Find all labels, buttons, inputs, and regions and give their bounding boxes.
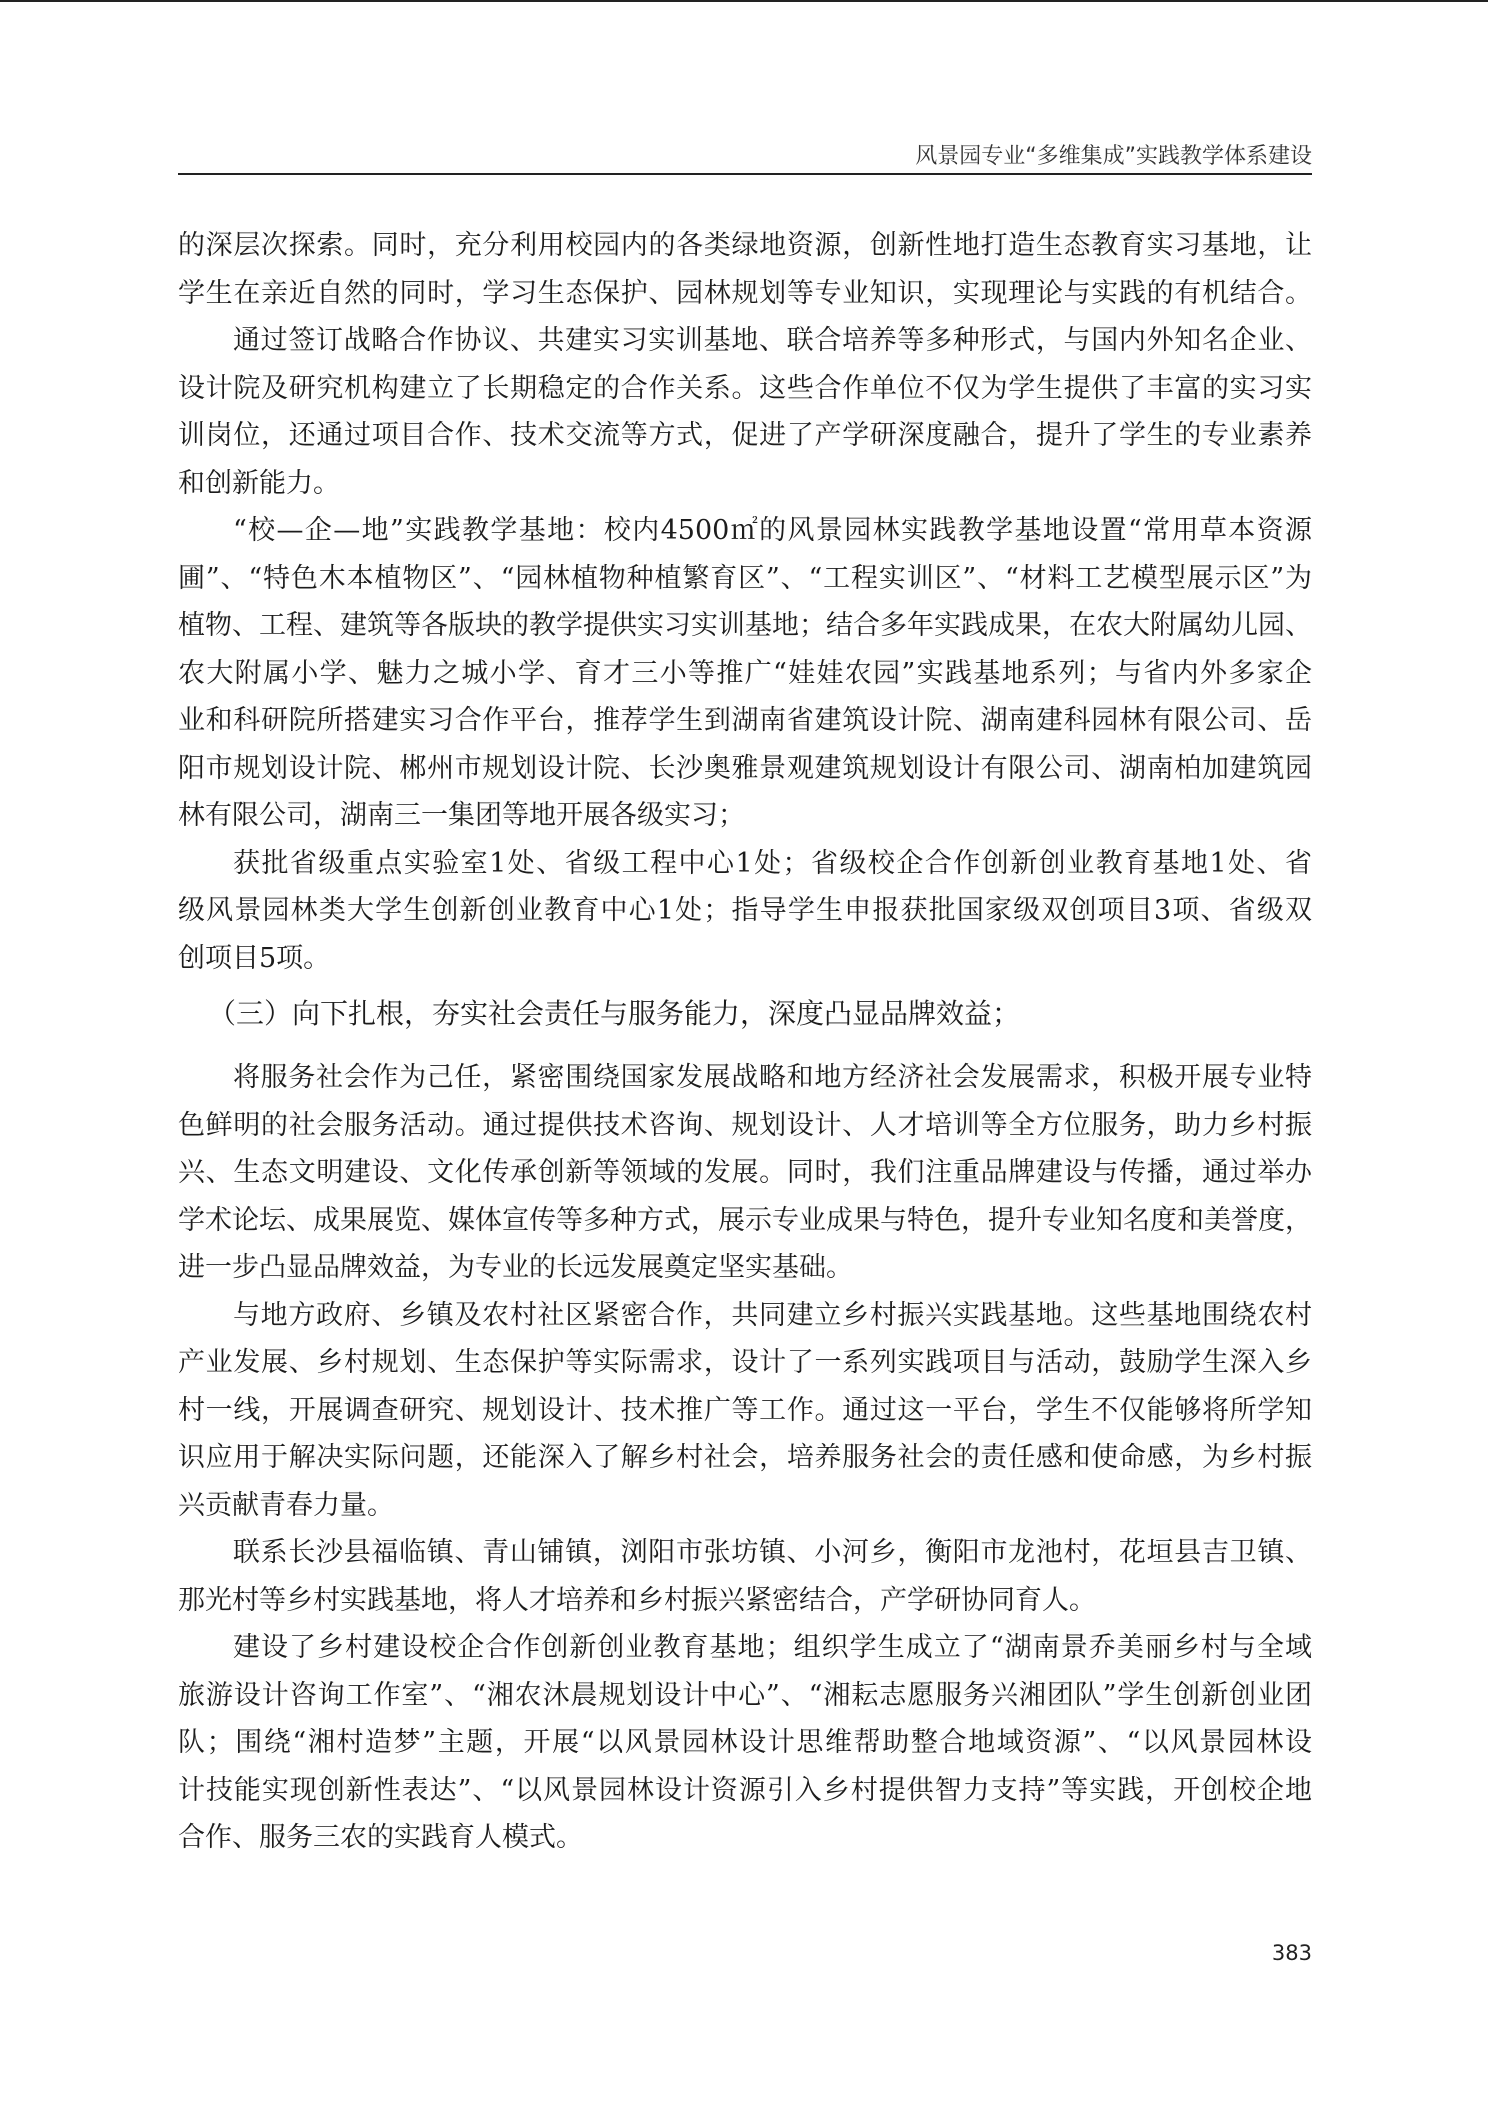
paragraph-line: 产业发展、乡村规划、生态保护等实际需求，设计了一系列实践项目与活动，鼓励学生深入乡 <box>178 1347 1312 1378</box>
paragraph-line: 兴、生态文明建设、文化传承创新等领域的发展。同时，我们注重品牌建设与传播，通过举办 <box>178 1157 1312 1188</box>
paragraph <box>178 317 1312 507</box>
paragraph <box>178 222 1312 317</box>
page-number: 383 <box>1271 1941 1312 1965</box>
paragraph-line: 和创新能力。 <box>178 467 340 499</box>
paragraph <box>178 1529 1312 1624</box>
paragraph-line: 农大附属小学、魅力之城小学、育才三小等推广“娃娃农园”实践基地系列；与省内外多家企 <box>178 657 1312 689</box>
paragraph-line: 进一步凸显品牌效益，为专业的长远发展奠定坚实基础。 <box>178 1252 853 1283</box>
paragraph-line: 色鲜明的社会服务活动。通过提供技术咨询、规划设计、人才培训等全方位服务，助力乡村振 <box>178 1109 1312 1141</box>
header-rule <box>178 173 1312 175</box>
paragraph-line: 学术论坛、成果展览、媒体宣传等多种方式，展示专业成果与特色，提升专业知名度和美誉度， <box>178 1204 1312 1236</box>
paragraph-line: 将服务社会作为己任，紧密围绕国家发展战略和地方经济社会发展需求，积极开展专业特 <box>233 1062 1312 1093</box>
paragraph <box>178 1624 1312 1862</box>
running-header: 风景园专业“多维集成”实践教学体系建设 <box>915 144 1312 169</box>
paragraph-line: 通过签订战略合作协议、共建实习实训基地、联合培养等多种形式，与国内外知名企业、 <box>233 325 1312 356</box>
paragraph-line: 林有限公司，湖南三一集团等地开展各级实习； <box>178 800 745 831</box>
page-top-border <box>0 0 1488 2</box>
paragraph-line: 创项目5项。 <box>178 942 331 974</box>
paragraph-line: 识应用于解决实际问题，还能深入了解乡村社会，培养服务社会的责任感和使命感，为乡村振 <box>178 1442 1312 1473</box>
section-heading: （三）向下扎根，夯实社会责任与服务能力，深度凸显品牌效益； <box>208 996 1021 1030</box>
paragraph-line: 村一线，开展调查研究、规划设计、技术推广等工作。通过这一平台，学生不仅能够将所学知 <box>178 1394 1312 1426</box>
paragraph-line: 兴贡献青春力量。 <box>178 1489 394 1521</box>
paragraph-line: 阳市规划设计院、郴州市规划设计院、长沙奥雅景观建筑规划设计有限公司、湖南柏加建筑园 <box>178 752 1312 784</box>
paragraph-line: 获批省级重点实验室1处、省级工程中心1处；省级校企合作创新创业教育基地1处、省 <box>233 847 1312 879</box>
paragraph-line: 与地方政府、乡镇及农村社区紧密合作，共同建立乡村振兴实践基地。这些基地围绕农村 <box>233 1299 1312 1331</box>
body-text <box>178 222 1312 1862</box>
paragraph-line: 圃”、“特色木本植物区”、“园林植物种植繁育区”、“工程实训区”、“材料工艺模型展示区”为 <box>178 562 1312 594</box>
paragraph-line: 旅游设计咨询工作室”、“湘农沐晨规划设计中心”、“湘耘志愿服务兴湘团队”学生创新创业团 <box>178 1679 1312 1711</box>
paragraph-line: 学生在亲近自然的同时，学习生态保护、园林规划等专业知识，实现理论与实践的有机结合。 <box>178 277 1312 309</box>
paragraph <box>178 1292 1312 1530</box>
paragraph-line: 设计院及研究机构建立了长期稳定的合作关系。这些合作单位不仅为学生提供了丰富的实习实 <box>178 372 1312 404</box>
paragraph-line: 联系长沙县福临镇、青山铺镇，浏阳市张坊镇、小河乡，衡阳市龙池村，花垣县吉卫镇、 <box>233 1537 1312 1568</box>
paragraph-line: 的深层次探索。同时，充分利用校园内的各类绿地资源，创新性地打造生态教育实习基地，让 <box>178 230 1312 261</box>
paragraph-line: 训岗位，还通过项目合作、技术交流等方式，促进了产学研深度融合，提升了学生的专业素养 <box>178 420 1312 451</box>
paragraph-line: 建设了乡村建设校企合作创新创业教育基地；组织学生成立了“湖南景乔美丽乡村与全域 <box>233 1632 1312 1663</box>
paragraph <box>178 1054 1312 1292</box>
paragraph-line: “校—企—地”实践教学基地：校内4500㎡的风景园林实践教学基地设置“常用草本资源 <box>233 515 1312 546</box>
paragraph-line: 合作、服务三农的实践育人模式。 <box>178 1822 583 1853</box>
paragraph-line: 那光村等乡村实践基地，将人才培养和乡村振兴紧密结合，产学研协同育人。 <box>178 1584 1096 1616</box>
paragraph-line: 业和科研院所搭建实习合作平台，推荐学生到湖南省建筑设计院、湖南建科园林有限公司、岳 <box>178 705 1312 736</box>
paragraph-line: 级风景园林类大学生创新创业教育中心1处；指导学生申报获批国家级双创项目3项、省级双 <box>178 895 1312 926</box>
paragraph-line: 植物、工程、建筑等各版块的教学提供实习实训基地；结合多年实践成果，在农大附属幼儿园、 <box>178 610 1312 641</box>
paragraph <box>178 840 1312 983</box>
paragraph <box>178 507 1312 840</box>
paragraph-line: 计技能实现创新性表达”、“以风景园林设计资源引入乡村提供智力支持”等实践，开创校企地 <box>178 1774 1312 1806</box>
paragraph-line: 队；围绕“湘村造梦”主题，开展“以风景园林设计思维帮助整合地域资源”、“以风景园林设 <box>178 1727 1312 1758</box>
